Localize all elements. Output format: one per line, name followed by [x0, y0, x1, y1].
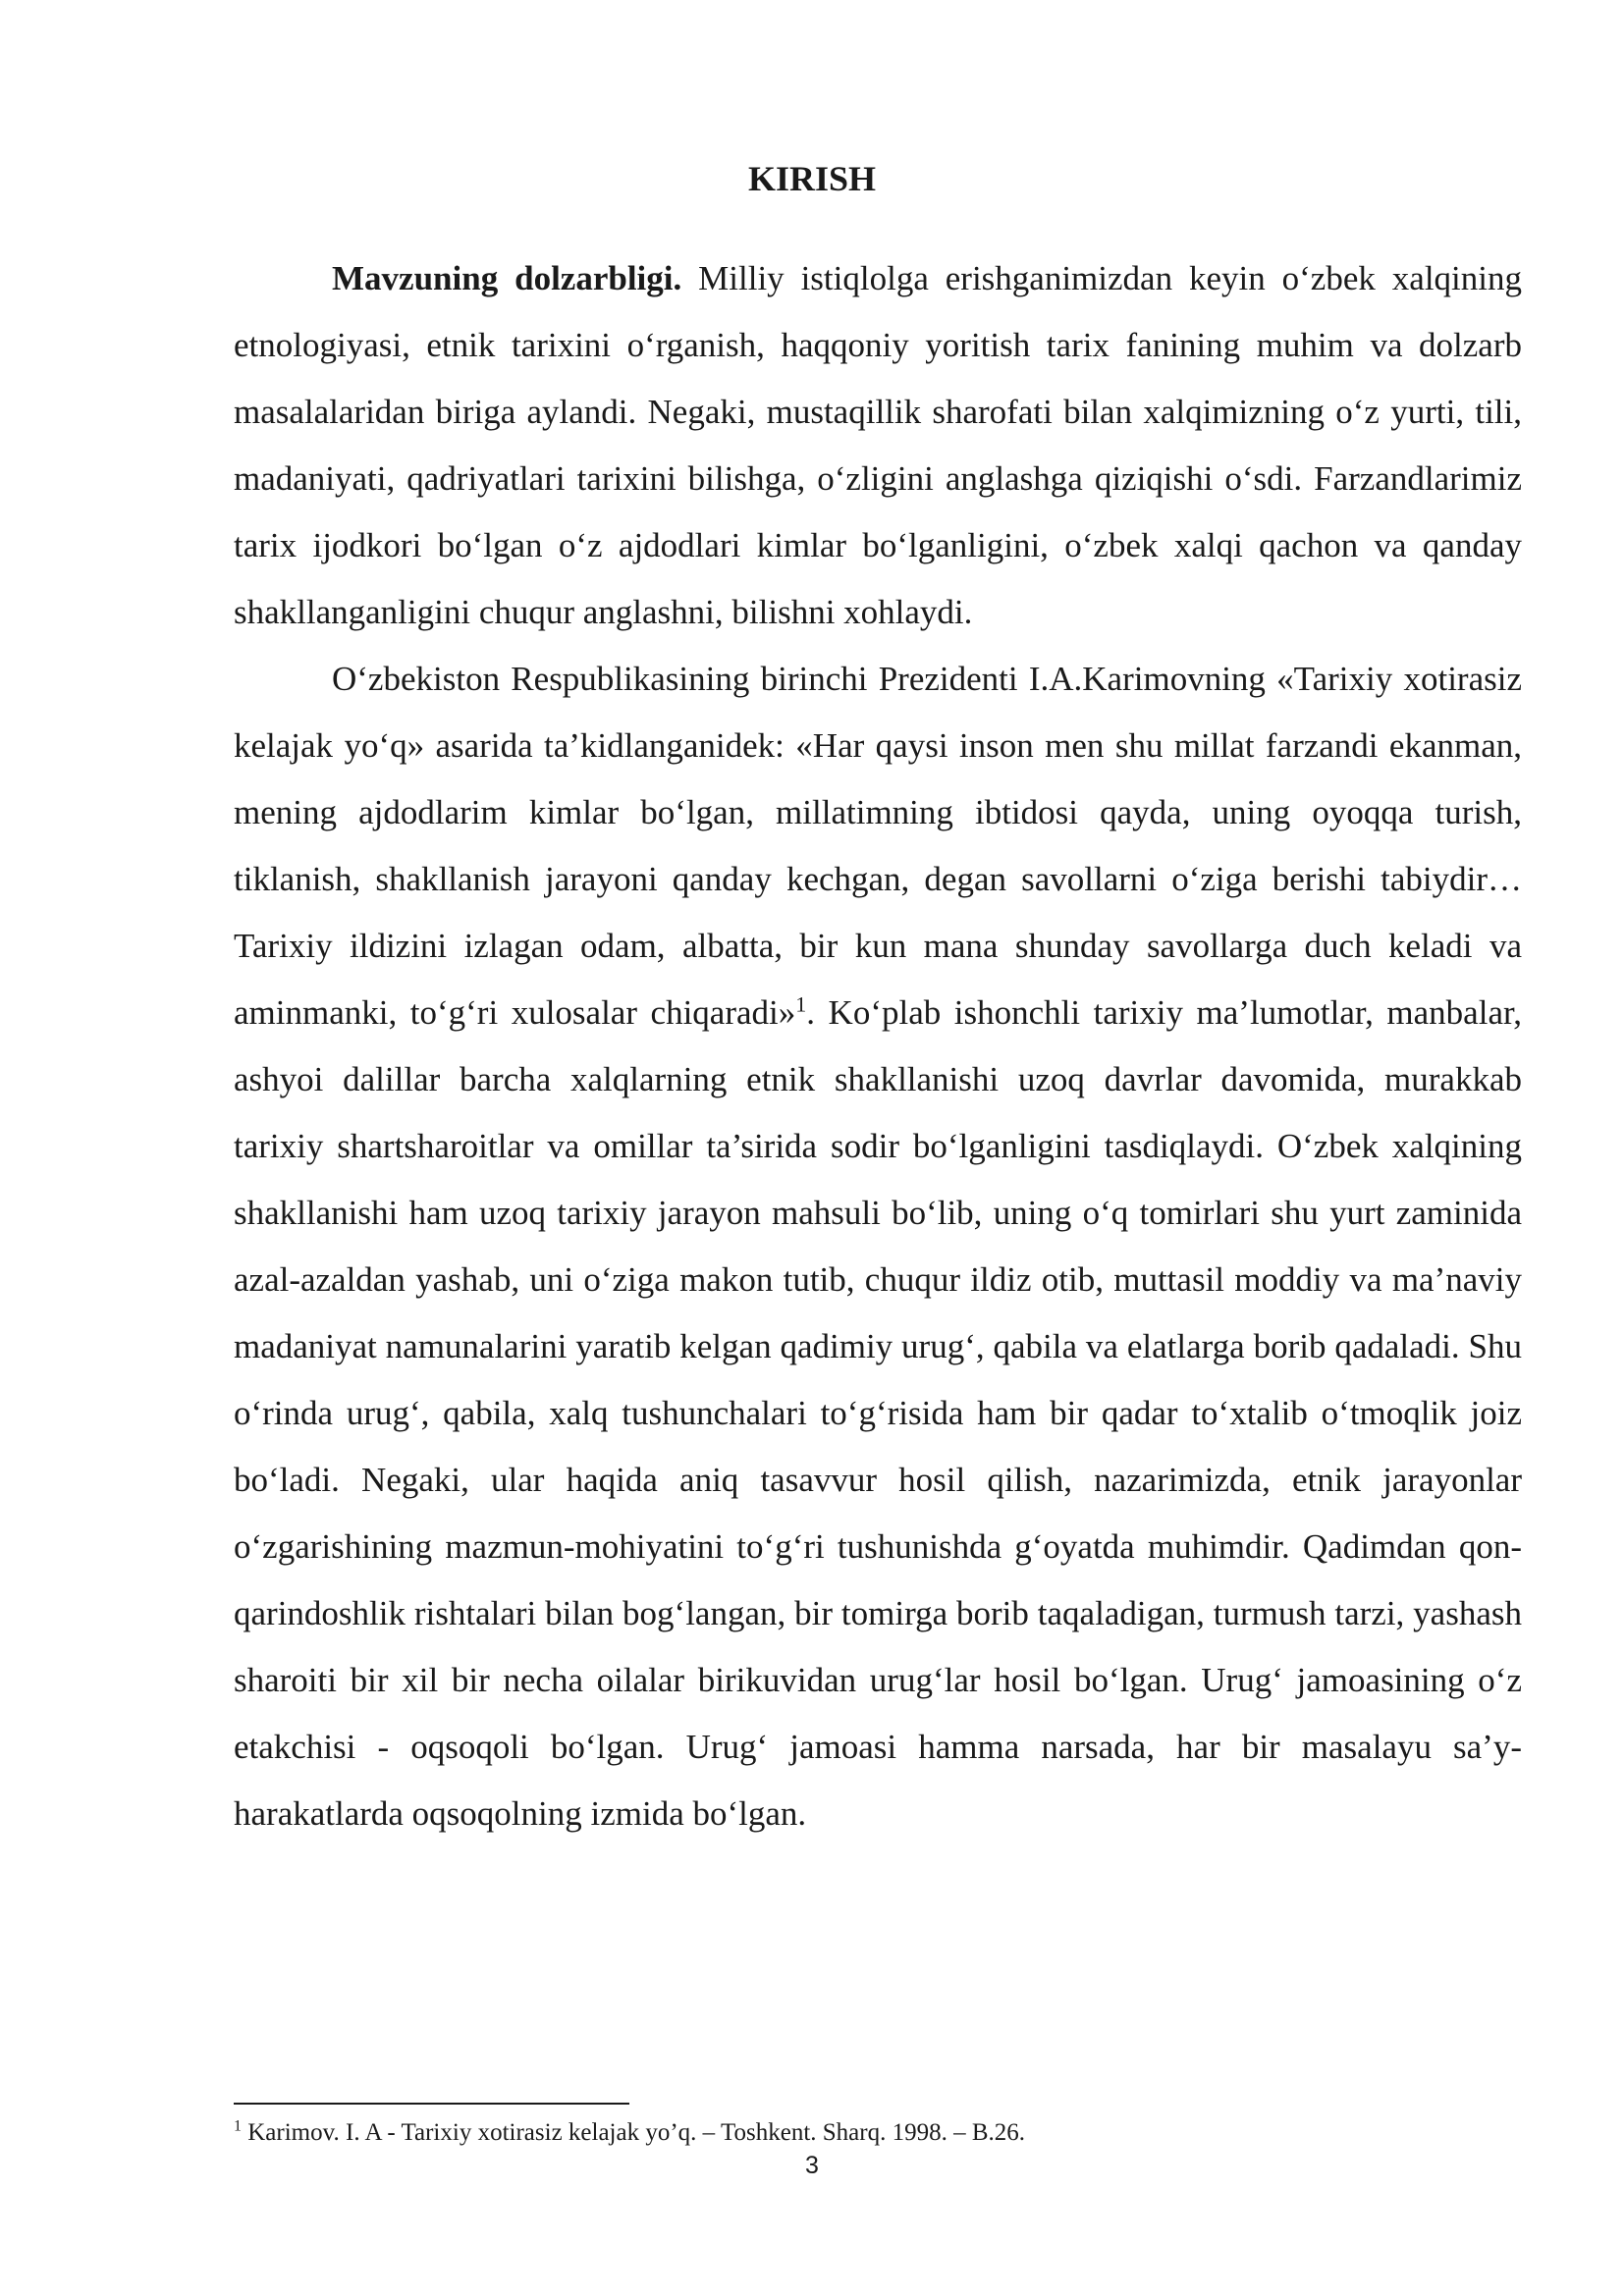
paragraph-relevance [234, 245, 1522, 646]
body-text [234, 245, 1522, 1847]
footnote-number: 1 [234, 2117, 242, 2135]
footnote [234, 2117, 1522, 2149]
page-number: 3 [805, 2152, 819, 2179]
footnote-text: Karimov. I. A - Tarixiy xotirasiz kelajak yo’q. – Toshkent. Sharq. 1998. – B.26. [242, 2119, 1026, 2146]
paragraph-text: Milliy istiqlolga erishganimizdan keyin o‘zbek xalqining etnologiyasi, etnik tarixini o‘rganish, haqqoniy yoritish tarix fanining muhim va dolzarb masalalaridan biriga aylandi. Negaki, mustaqillik sharofati bilan xalqimizning o‘z yurti, tili, madaniyati, qadriyatlari tarixini bilishga, o‘zligini anglashga qiziqishi o‘sdi. Farzandlarimiz tarix ijodkori bo‘lgan o‘z ajdodlari kimlar bo‘lganligini, o‘zbek xalqi qachon va qanday shakllanganligini chuqur anglashni, bilishni xohlaydi. [234, 259, 1522, 631]
paragraph-lead: Mavzuning dolzarbligi. [332, 259, 682, 297]
paragraph-quote [234, 646, 1522, 1847]
paragraph-text: O‘zbekiston Respublikasining birinchi Prezidenti I.A.Karimovning «Tarixiy xotirasiz kelajak yo‘q» asarida ta’kidlanganidek: «Har qaysi inson men shu millat farzandi ekanman, mening ajdodlarim kimlar bo‘lgan, millatimning ibtidosi qayda, uning oyoqqa turish, tiklanish, shakllanish jarayoni qanday kechgan, degan savollarni o‘ziga berishi tabiydir… Tarixiy ildizini izlagan odam, albatta, bir kun mana shunday savollarga duch keladi va aminmanki, to‘g‘ri xulosalar chiqaradi» [234, 660, 1522, 1032]
footnote-separator [234, 2103, 629, 2105]
section-title: KIRISH [747, 159, 877, 198]
paragraph-text: . Ko‘plab ishonchli tarixiy ma’lumotlar, manbalar, ashyoi dalillar barcha xalqlarning etnik shakllanishi uzoq davrlar davomida, murakkab tarixiy shartsharoitlar va omillar ta’sirida sodir bo‘lganligini tasdiqlaydi. O‘zbek xalqining shakllanishi ham uzoq tarixiy jarayon mahsuli bo‘lib, uning o‘q tomirlari shu yurt zaminida azal-azaldan yashab, uni o‘ziga makon tutib, chuqur ildiz otib, muttasil moddiy va ma’naviy madaniyat namunalarini yaratib kelgan qadimiy urug‘, qabila va elatlarga borib qadaladi. Shu o‘rinda urug‘, qabila, xalq tushunchalari to‘g‘risida ham bir qadar to‘xtalib o‘tmoqlik joiz bo‘ladi. Negaki, ular haqida aniq tasavvur hosil qilish, nazarimizda, etnik jarayonlar o‘zgarishining mazmun-mohiyatini to‘g‘ri tushunishda g‘oyatda muhimdir. Qadimdan qon-qarindoshlik rishtalari bilan bog‘langan, bir tomirga borib taqaladigan, turmush tarzi, yashash sharoiti bir xil bir necha oilalar birikuvidan urug‘lar hosil bo‘lgan. Urug‘ jamoasining o‘z etakchisi - oqsoqoli bo‘lgan. Urug‘ jamoasi hamma narsada, har bir masalayu sa’y-harakatlarda oqsoqolning izmida bo‘lgan. [234, 993, 1522, 1833]
footnote-reference[interactable]: 1 [795, 991, 807, 1017]
